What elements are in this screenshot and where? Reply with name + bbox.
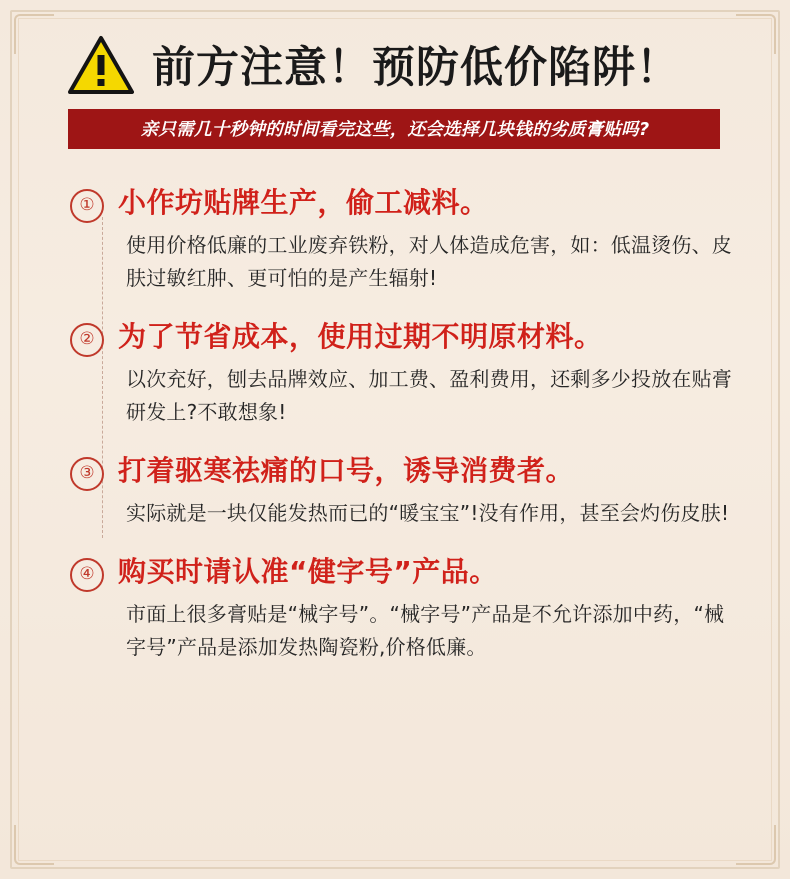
list-item-body: 以次充好，刨去品牌效应、加工费、盈利费用，还剩多少投放在贴膏研发上?不敢想象! <box>126 367 732 424</box>
list-item <box>70 451 760 530</box>
list-item-body: 实际就是一块仅能发热而已的“暖宝宝”!没有作用，甚至会灼伤皮肤! <box>126 501 730 525</box>
corner-ornament-bottom-left <box>14 825 54 865</box>
list-item-body: 市面上很多膏贴是“械字号”。“械字号”产品是不允许添加中药，“械字号”产品是添加发热陶瓷粉,价格低廉。 <box>126 602 725 659</box>
list-item <box>70 552 760 664</box>
list-item-body: 使用价格低廉的工业废弃铁粉，对人体造成危害，如：低温烫伤、皮肤过敏红肿、更可怕的是产生辐射! <box>126 233 732 290</box>
list-item-number: ① <box>70 189 104 223</box>
list-item-header <box>70 552 760 592</box>
list-item <box>70 317 760 429</box>
list-item <box>70 183 760 295</box>
list-item-title: 打着驱寒祛痛的口号，诱导消费者。 <box>118 454 575 487</box>
list-item-header <box>70 183 760 223</box>
corner-ornament-bottom-right <box>736 825 776 865</box>
warning-triangle-icon <box>68 35 134 95</box>
warning-list <box>30 183 760 664</box>
list-item-number: ③ <box>70 457 104 491</box>
list-item-header <box>70 317 760 357</box>
list-item-title: 购买时请认准“健字号”产品。 <box>118 555 498 588</box>
list-item-title: 小作坊贴牌生产，偷工减料。 <box>118 186 489 219</box>
headline-row <box>30 34 760 95</box>
list-item-title: 为了节省成本，使用过期不明原材料。 <box>118 320 603 353</box>
page-title: 前方注意！预防低价陷阱！ <box>152 43 680 93</box>
list-item-number: ④ <box>70 558 104 592</box>
list-item-header <box>70 451 760 491</box>
list-item-number: ② <box>70 323 104 357</box>
subtitle-banner: 亲只需几十秒钟的时间看完这些，还会选择几块钱的劣质膏贴吗? <box>68 109 720 149</box>
content-area <box>30 34 760 686</box>
